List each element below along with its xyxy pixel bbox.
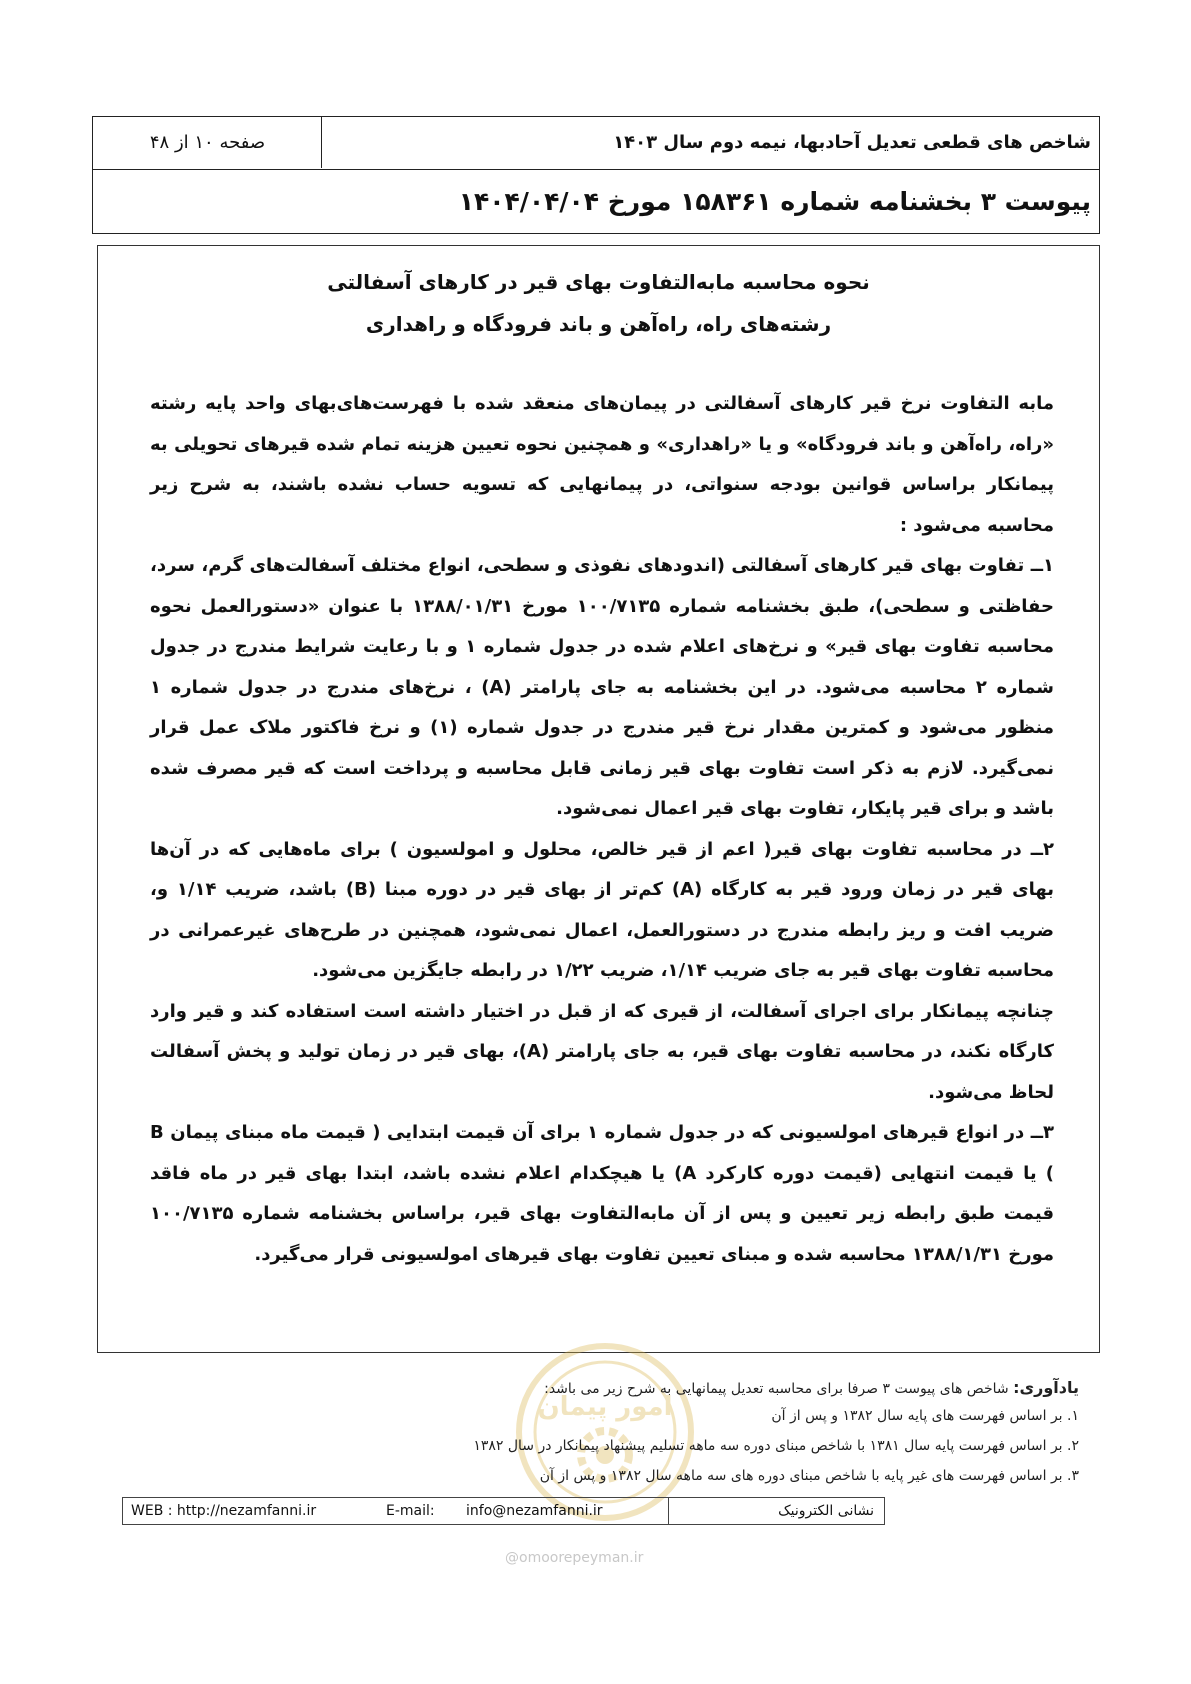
paragraph-item-2: ۲ــ در محاسبه تفاوت بهای قیر( اعم از قیر خالص، محلول و امولسیون ) برای ماه‌هایی که در آن‌ها بهای قیر در زمان ورود قیر به کارگاه (A) کم‌تر از بهای قیر در دوره مبنا (B) باشد، ضریب ۱/۱۴ و، ضریب افت و ریز رابطه مندرج در دستورالعمل، اعمال نمی‌شود، همچنین در طرح‌های غیرعمرانی در محاسبه تفاوت بهای قیر به جای ضریب ۱/۱۴، ضریب ۱/۲۲ در رابطه جایگزین می‌شود.: [150, 838, 1055, 981]
paragraph-intro: مابه التفاوت نرخ قیر کارهای آسفالتی در پیمان‌های منعقد شده با فهرست‌های‌بهای واحد پایه رشته «راه، راه‌آهن و باند فرودگاه» و یا «راهداری» و همچنین نحوه تعیین هزینه تمام شده قیرهای تحویلی به پیمانکار براساس قوانین بودجه سنواتی، در پیمانهایی که تسویه حساب نشده باشند، به شرح زیر محاسبه می‌شود :: [150, 393, 1054, 536]
paragraph-note: چنانچه پیمانکار برای اجرای آسفالت، از قیری که از قبل در اختیار داشته است استفاده کند و قیر وارد کارگاه نکند، در محاسبه تفاوت بهای قیر، به جای پارامتر (A)، بهای قیر در زمان تولید و پخش آسفالت لحاظ می‌شود.: [150, 1000, 1055, 1103]
section-heading-line-1: نحوه محاسبه مابه‌التفاوت بهای قیر در کارهای آسفالتی: [327, 270, 870, 294]
body-text: [150, 384, 1054, 1275]
reminder-item-2: ۲. بر اساس فهرست پایه سال ۱۳۸۱ با شاخص مبنای دوره سه ماهه تسلیم پیشنهاد پیمانکار در سال ۱۳۸۲: [473, 1438, 1079, 1454]
reminder-label: یادآوری:: [1013, 1378, 1079, 1397]
document-title: شاخص های قطعی تعدیل آحادبها، نیمه دوم سال ۱۴۰۳: [321, 117, 1099, 168]
circular-title: پیوست ۳ بخشنامه شماره ۱۵۸۳۶۱ مورخ ۱۴۰۴/۰۴/۰۴: [458, 187, 1091, 216]
website-link[interactable]: WEB : http://nezamfanni.ir: [131, 1503, 317, 1519]
contact-divider: [668, 1498, 669, 1524]
content-box: [97, 245, 1100, 1353]
stamp-text: امور پیمان: [537, 1392, 673, 1422]
email-link[interactable]: info@nezamfanni.ir: [466, 1503, 603, 1519]
header-table: [92, 116, 1100, 234]
electronic-address-label: نشانی الکترونیک: [778, 1503, 874, 1519]
paragraph-item-1: ۱ــ تفاوت بهای قیر کارهای آسفالتی (اندودهای نفوذی و سطحی، انواع مختلف آسفالت‌های گرم، سرد، حفاظتی و سطحی)، طبق بخشنامه شماره ۱۰۰/۷۱۳۵ مورخ ۱۳۸۸/۰۱/۳۱ با عنوان «دستورالعمل نحوه محاسبه تفاوت بهای قیر» و نرخ‌های اعلام شده در جدول شماره ۱ و با رعایت شرایط مندرج در جدول شماره ۲ محاسبه می‌شود. در این بخشنامه به جای پارامتر (A) ، نرخ‌های مندرج در جدول شماره ۱ منظور می‌شود و کمترین مقدار نرخ قیر مندرج در جدول شماره (۱) و نرخ فاکتور ملاک عمل قرار نمی‌گیرد. لازم به ذکر است تفاوت بهای قیر زمانی قابل محاسبه و پرداخت است که قیر مصرف شده باشد و برای قیر پایکار، تفاوت بهای قیر اعمال نمی‌شود.: [150, 555, 1055, 819]
reminder-item-3: ۳. بر اساس فهرست های غیر پایه با شاخص مبنای دوره های سه ماهه سال ۱۳۸۲ و پس از آن: [539, 1468, 1079, 1484]
reminder-intro: شاخص های پیوست ۳ صرفا برای محاسبه تعدیل پیمانهایی به شرح زیر می باشد:: [544, 1381, 1009, 1397]
section-heading-line-2: رشته‌های راه، راه‌آهن و باند فرودگاه و راهداری: [365, 312, 832, 336]
email-label: E-mail:: [386, 1503, 435, 1519]
page-number: صفحه ۱۰ از ۴۸: [149, 132, 266, 153]
header-row-1: [93, 117, 1099, 170]
site-watermark: @omoorepeyman.ir: [505, 1550, 644, 1566]
reminder-title: [119, 1374, 1079, 1401]
paragraph-item-3: ۳ــ در انواع قیرهای امولسیونی که در جدول شماره ۱ برای آن قیمت ابتدایی ( قیمت ماه مبنای پیمان B ) یا قیمت انتهایی (قیمت دوره کارکرد A) یا هیچکدام اعلام نشده باشد، ابتدا بهای قیر در ماه فاقد قیمت طبق رابطه زیر تعیین و پس از آن مابه‌التفاوت بهای قیر، براساس بخشنامه شماره ۱۰۰/۷۱۳۵ مورخ ۱۳۸۸/۱/۳۱ محاسبه شده و مبنای تعیین تفاوت بهای قیرهای امولسیونی قرار می‌گیرد.: [150, 1122, 1055, 1265]
reminder-item-1: ۱. بر اساس فهرست های پایه سال ۱۳۸۲ و پس از آن: [771, 1408, 1079, 1424]
contact-bar: [122, 1497, 885, 1525]
reminder-section: [119, 1374, 1079, 1491]
